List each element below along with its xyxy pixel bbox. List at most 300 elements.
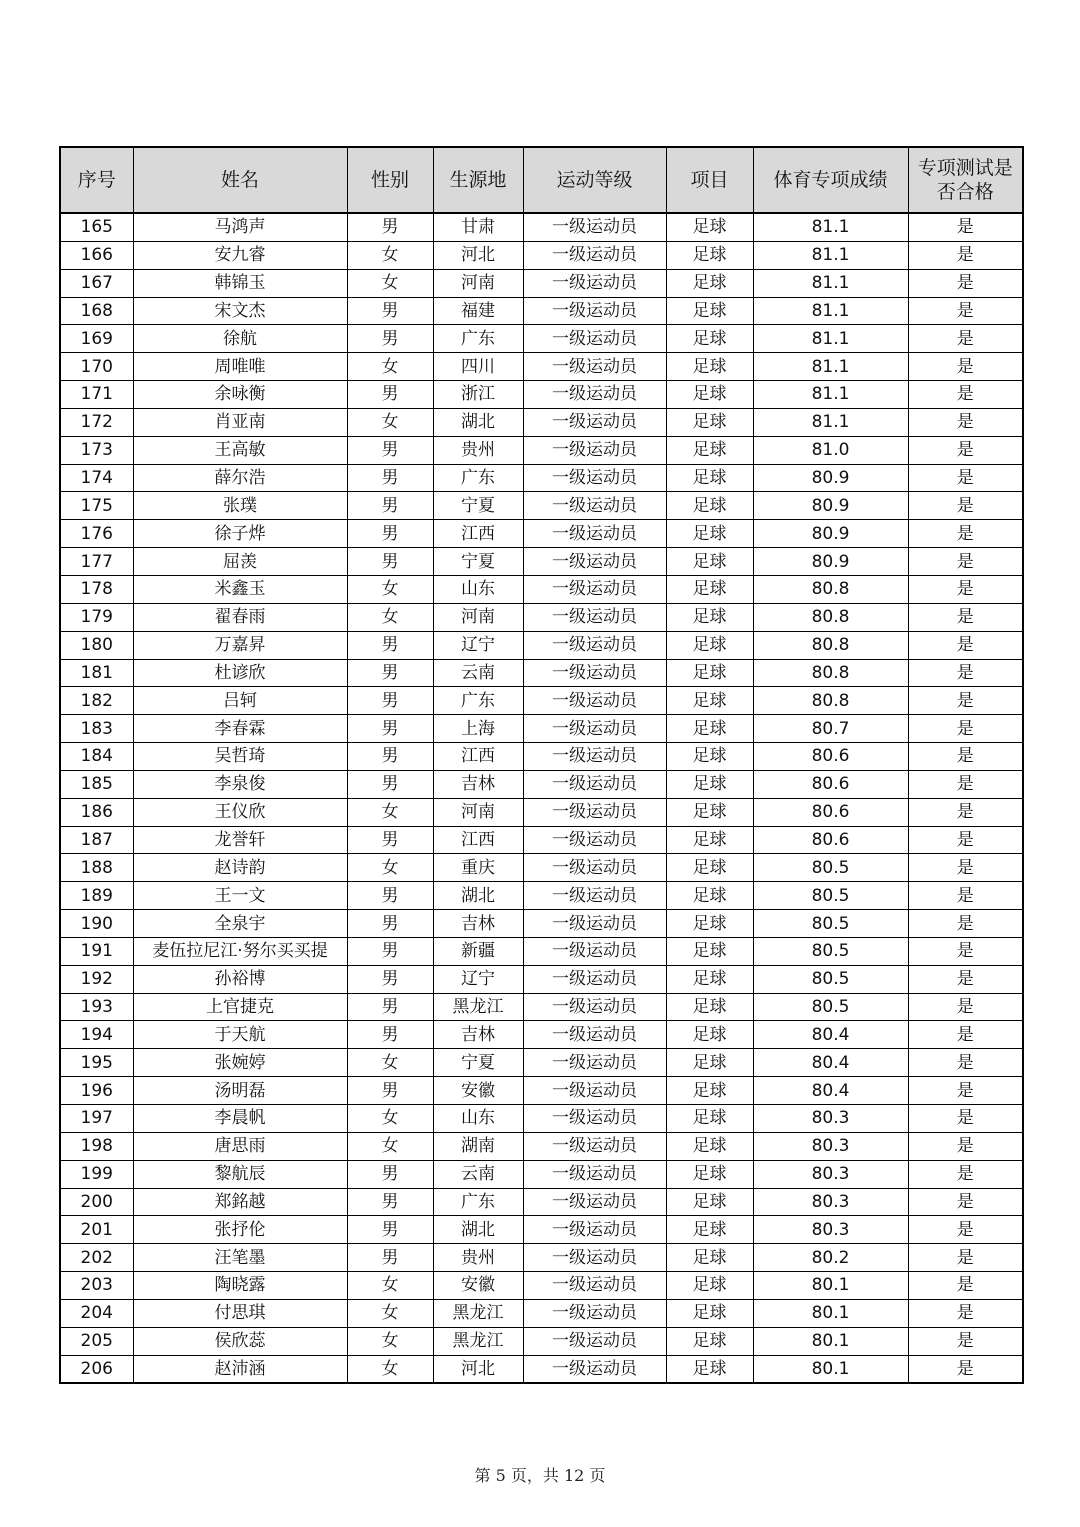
cell-score: 80.8 bbox=[753, 687, 908, 715]
cell-event: 足球 bbox=[666, 1077, 753, 1105]
cell-qualified: 是 bbox=[908, 1021, 1023, 1049]
cell-sport-level: 一级运动员 bbox=[523, 1244, 666, 1272]
cell-sport-level: 一级运动员 bbox=[523, 659, 666, 687]
cell-event: 足球 bbox=[666, 715, 753, 743]
cell-name: 赵沛涵 bbox=[133, 1355, 347, 1383]
cell-sport-level: 一级运动员 bbox=[523, 381, 666, 409]
table-header bbox=[60, 147, 1023, 213]
cell-score: 80.3 bbox=[753, 1132, 908, 1160]
cell-name: 汪笔墨 bbox=[133, 1244, 347, 1272]
cell-qualified: 是 bbox=[908, 353, 1023, 381]
cell-score: 80.5 bbox=[753, 854, 908, 882]
cell-sport-level: 一级运动员 bbox=[523, 743, 666, 771]
cell-sport-level: 一级运动员 bbox=[523, 687, 666, 715]
cell-sport-level: 一级运动员 bbox=[523, 910, 666, 938]
cell-score: 80.6 bbox=[753, 743, 908, 771]
cell-score: 80.9 bbox=[753, 520, 908, 548]
cell-gender: 男 bbox=[347, 993, 433, 1021]
cell-gender: 男 bbox=[347, 631, 433, 659]
cell-event: 足球 bbox=[666, 492, 753, 520]
cell-gender: 女 bbox=[347, 1272, 433, 1300]
cell-sport-level: 一级运动员 bbox=[523, 854, 666, 882]
cell-qualified: 是 bbox=[908, 325, 1023, 353]
cell-event: 足球 bbox=[666, 241, 753, 269]
cell-origin: 河北 bbox=[433, 241, 523, 269]
cell-qualified: 是 bbox=[908, 241, 1023, 269]
cell-index: 181 bbox=[60, 659, 133, 687]
cell-name: 王一文 bbox=[133, 882, 347, 910]
cell-event: 足球 bbox=[666, 1132, 753, 1160]
table-row bbox=[60, 1355, 1023, 1383]
cell-event: 足球 bbox=[666, 798, 753, 826]
cell-sport-level: 一级运动员 bbox=[523, 575, 666, 603]
table-row bbox=[60, 659, 1023, 687]
cell-qualified: 是 bbox=[908, 687, 1023, 715]
cell-qualified: 是 bbox=[908, 826, 1023, 854]
cell-gender: 男 bbox=[347, 548, 433, 576]
cell-index: 190 bbox=[60, 910, 133, 938]
cell-qualified: 是 bbox=[908, 408, 1023, 436]
cell-index: 194 bbox=[60, 1021, 133, 1049]
cell-sport-level: 一级运动员 bbox=[523, 826, 666, 854]
table-row bbox=[60, 520, 1023, 548]
cell-index: 183 bbox=[60, 715, 133, 743]
cell-gender: 女 bbox=[347, 1132, 433, 1160]
cell-score: 80.8 bbox=[753, 575, 908, 603]
cell-gender: 女 bbox=[347, 575, 433, 603]
cell-index: 184 bbox=[60, 743, 133, 771]
cell-event: 足球 bbox=[666, 659, 753, 687]
cell-gender: 男 bbox=[347, 826, 433, 854]
cell-name: 张璞 bbox=[133, 492, 347, 520]
cell-gender: 女 bbox=[347, 854, 433, 882]
table-row bbox=[60, 798, 1023, 826]
cell-name: 韩锦玉 bbox=[133, 269, 347, 297]
cell-index: 185 bbox=[60, 770, 133, 798]
table-row bbox=[60, 325, 1023, 353]
cell-gender: 男 bbox=[347, 464, 433, 492]
cell-name: 万嘉昇 bbox=[133, 631, 347, 659]
cell-qualified: 是 bbox=[908, 603, 1023, 631]
header-index: 序号 bbox=[60, 147, 133, 213]
cell-score: 80.5 bbox=[753, 882, 908, 910]
cell-origin: 山东 bbox=[433, 575, 523, 603]
table-row bbox=[60, 687, 1023, 715]
cell-event: 足球 bbox=[666, 826, 753, 854]
header-qualified: 专项测试是否合格 bbox=[908, 147, 1023, 213]
cell-qualified: 是 bbox=[908, 297, 1023, 325]
table-row bbox=[60, 1132, 1023, 1160]
cell-gender: 男 bbox=[347, 492, 433, 520]
cell-origin: 云南 bbox=[433, 1160, 523, 1188]
table-row bbox=[60, 241, 1023, 269]
cell-score: 80.5 bbox=[753, 937, 908, 965]
cell-event: 足球 bbox=[666, 770, 753, 798]
cell-gender: 女 bbox=[347, 1327, 433, 1355]
cell-index: 175 bbox=[60, 492, 133, 520]
table-row bbox=[60, 297, 1023, 325]
cell-event: 足球 bbox=[666, 743, 753, 771]
cell-index: 176 bbox=[60, 520, 133, 548]
cell-index: 170 bbox=[60, 353, 133, 381]
cell-qualified: 是 bbox=[908, 520, 1023, 548]
cell-name: 付思琪 bbox=[133, 1299, 347, 1327]
cell-name: 李泉俊 bbox=[133, 770, 347, 798]
cell-sport-level: 一级运动员 bbox=[523, 1327, 666, 1355]
cell-event: 足球 bbox=[666, 297, 753, 325]
table-row bbox=[60, 937, 1023, 965]
cell-score: 80.8 bbox=[753, 659, 908, 687]
page-number: 第 5 页，共 12 页 bbox=[474, 1466, 606, 1485]
cell-event: 足球 bbox=[666, 937, 753, 965]
table-row bbox=[60, 213, 1023, 241]
cell-name: 李春霖 bbox=[133, 715, 347, 743]
cell-event: 足球 bbox=[666, 1049, 753, 1077]
cell-qualified: 是 bbox=[908, 743, 1023, 771]
cell-origin: 广东 bbox=[433, 1188, 523, 1216]
table-row bbox=[60, 353, 1023, 381]
cell-name: 陶晓露 bbox=[133, 1272, 347, 1300]
cell-sport-level: 一级运动员 bbox=[523, 631, 666, 659]
cell-origin: 福建 bbox=[433, 297, 523, 325]
cell-name: 米鑫玉 bbox=[133, 575, 347, 603]
cell-sport-level: 一级运动员 bbox=[523, 1132, 666, 1160]
cell-origin: 河南 bbox=[433, 603, 523, 631]
cell-gender: 男 bbox=[347, 687, 433, 715]
cell-gender: 男 bbox=[347, 1216, 433, 1244]
cell-name: 张婉婷 bbox=[133, 1049, 347, 1077]
cell-sport-level: 一级运动员 bbox=[523, 436, 666, 464]
cell-origin: 辽宁 bbox=[433, 965, 523, 993]
cell-index: 165 bbox=[60, 213, 133, 241]
cell-origin: 吉林 bbox=[433, 1021, 523, 1049]
cell-name: 徐子烨 bbox=[133, 520, 347, 548]
cell-origin: 广东 bbox=[433, 687, 523, 715]
cell-origin: 广东 bbox=[433, 325, 523, 353]
cell-qualified: 是 bbox=[908, 798, 1023, 826]
cell-qualified: 是 bbox=[908, 715, 1023, 743]
cell-qualified: 是 bbox=[908, 1077, 1023, 1105]
cell-event: 足球 bbox=[666, 631, 753, 659]
table-row bbox=[60, 854, 1023, 882]
cell-index: 202 bbox=[60, 1244, 133, 1272]
cell-qualified: 是 bbox=[908, 1272, 1023, 1300]
cell-origin: 安徽 bbox=[433, 1272, 523, 1300]
cell-sport-level: 一级运动员 bbox=[523, 520, 666, 548]
cell-origin: 贵州 bbox=[433, 436, 523, 464]
cell-origin: 辽宁 bbox=[433, 631, 523, 659]
cell-qualified: 是 bbox=[908, 1355, 1023, 1383]
cell-score: 80.6 bbox=[753, 826, 908, 854]
cell-qualified: 是 bbox=[908, 937, 1023, 965]
cell-index: 199 bbox=[60, 1160, 133, 1188]
cell-index: 197 bbox=[60, 1105, 133, 1133]
cell-gender: 女 bbox=[347, 798, 433, 826]
cell-index: 191 bbox=[60, 937, 133, 965]
table-row bbox=[60, 575, 1023, 603]
cell-gender: 男 bbox=[347, 1188, 433, 1216]
cell-gender: 男 bbox=[347, 520, 433, 548]
cell-score: 80.5 bbox=[753, 993, 908, 1021]
cell-name: 宋文杰 bbox=[133, 297, 347, 325]
cell-origin: 黑龙江 bbox=[433, 1299, 523, 1327]
cell-event: 足球 bbox=[666, 548, 753, 576]
cell-score: 80.4 bbox=[753, 1049, 908, 1077]
cell-score: 80.5 bbox=[753, 965, 908, 993]
table-row bbox=[60, 826, 1023, 854]
cell-qualified: 是 bbox=[908, 993, 1023, 1021]
cell-name: 吕轲 bbox=[133, 687, 347, 715]
cell-index: 179 bbox=[60, 603, 133, 631]
cell-event: 足球 bbox=[666, 993, 753, 1021]
cell-origin: 云南 bbox=[433, 659, 523, 687]
cell-sport-level: 一级运动员 bbox=[523, 1355, 666, 1383]
table-row bbox=[60, 464, 1023, 492]
header-event: 项目 bbox=[666, 147, 753, 213]
cell-origin: 河南 bbox=[433, 269, 523, 297]
table-row bbox=[60, 1272, 1023, 1300]
cell-origin: 宁夏 bbox=[433, 1049, 523, 1077]
table-row bbox=[60, 408, 1023, 436]
cell-score: 80.8 bbox=[753, 631, 908, 659]
cell-origin: 江西 bbox=[433, 826, 523, 854]
table-row bbox=[60, 1188, 1023, 1216]
cell-score: 80.6 bbox=[753, 770, 908, 798]
table-row bbox=[60, 492, 1023, 520]
cell-name: 麦伍拉尼江·努尔买买提 bbox=[133, 937, 347, 965]
table-row bbox=[60, 436, 1023, 464]
cell-qualified: 是 bbox=[908, 1188, 1023, 1216]
table-row bbox=[60, 743, 1023, 771]
cell-event: 足球 bbox=[666, 408, 753, 436]
cell-origin: 宁夏 bbox=[433, 492, 523, 520]
table-row bbox=[60, 1160, 1023, 1188]
cell-event: 足球 bbox=[666, 213, 753, 241]
header-row bbox=[60, 147, 1023, 213]
cell-gender: 女 bbox=[347, 269, 433, 297]
cell-qualified: 是 bbox=[908, 1132, 1023, 1160]
cell-origin: 上海 bbox=[433, 715, 523, 743]
cell-gender: 女 bbox=[347, 1105, 433, 1133]
cell-gender: 女 bbox=[347, 1299, 433, 1327]
cell-event: 足球 bbox=[666, 1244, 753, 1272]
cell-qualified: 是 bbox=[908, 1299, 1023, 1327]
table-row bbox=[60, 1216, 1023, 1244]
cell-qualified: 是 bbox=[908, 1244, 1023, 1272]
cell-event: 足球 bbox=[666, 965, 753, 993]
cell-index: 169 bbox=[60, 325, 133, 353]
cell-origin: 新疆 bbox=[433, 937, 523, 965]
cell-qualified: 是 bbox=[908, 436, 1023, 464]
cell-event: 足球 bbox=[666, 1105, 753, 1133]
cell-origin: 贵州 bbox=[433, 1244, 523, 1272]
cell-event: 足球 bbox=[666, 269, 753, 297]
cell-qualified: 是 bbox=[908, 1049, 1023, 1077]
table-row bbox=[60, 381, 1023, 409]
cell-gender: 男 bbox=[347, 770, 433, 798]
cell-event: 足球 bbox=[666, 854, 753, 882]
cell-index: 178 bbox=[60, 575, 133, 603]
table-row bbox=[60, 548, 1023, 576]
cell-index: 187 bbox=[60, 826, 133, 854]
cell-sport-level: 一级运动员 bbox=[523, 213, 666, 241]
cell-index: 182 bbox=[60, 687, 133, 715]
cell-event: 足球 bbox=[666, 882, 753, 910]
cell-qualified: 是 bbox=[908, 492, 1023, 520]
cell-qualified: 是 bbox=[908, 965, 1023, 993]
cell-score: 80.3 bbox=[753, 1216, 908, 1244]
cell-qualified: 是 bbox=[908, 1327, 1023, 1355]
cell-gender: 男 bbox=[347, 213, 433, 241]
cell-name: 张抒伦 bbox=[133, 1216, 347, 1244]
table-row bbox=[60, 715, 1023, 743]
cell-index: 196 bbox=[60, 1077, 133, 1105]
cell-name: 汤明磊 bbox=[133, 1077, 347, 1105]
cell-qualified: 是 bbox=[908, 910, 1023, 938]
cell-name: 郑銘越 bbox=[133, 1188, 347, 1216]
cell-name: 上官捷克 bbox=[133, 993, 347, 1021]
cell-gender: 女 bbox=[347, 408, 433, 436]
cell-gender: 男 bbox=[347, 910, 433, 938]
cell-name: 吴哲琦 bbox=[133, 743, 347, 771]
cell-gender: 女 bbox=[347, 353, 433, 381]
table-row bbox=[60, 1049, 1023, 1077]
cell-gender: 男 bbox=[347, 325, 433, 353]
cell-event: 足球 bbox=[666, 1299, 753, 1327]
cell-gender: 男 bbox=[347, 1244, 433, 1272]
cell-origin: 湖北 bbox=[433, 1216, 523, 1244]
table-row bbox=[60, 1327, 1023, 1355]
cell-qualified: 是 bbox=[908, 1160, 1023, 1188]
cell-gender: 男 bbox=[347, 659, 433, 687]
cell-index: 200 bbox=[60, 1188, 133, 1216]
cell-event: 足球 bbox=[666, 910, 753, 938]
cell-sport-level: 一级运动员 bbox=[523, 770, 666, 798]
cell-origin: 重庆 bbox=[433, 854, 523, 882]
table-row bbox=[60, 1244, 1023, 1272]
cell-score: 81.0 bbox=[753, 436, 908, 464]
cell-qualified: 是 bbox=[908, 381, 1023, 409]
cell-gender: 男 bbox=[347, 436, 433, 464]
cell-score: 80.3 bbox=[753, 1188, 908, 1216]
cell-name: 龙誉轩 bbox=[133, 826, 347, 854]
cell-index: 172 bbox=[60, 408, 133, 436]
cell-qualified: 是 bbox=[908, 1105, 1023, 1133]
cell-origin: 湖北 bbox=[433, 408, 523, 436]
cell-event: 足球 bbox=[666, 1160, 753, 1188]
cell-name: 薛尔浩 bbox=[133, 464, 347, 492]
cell-name: 肖亚南 bbox=[133, 408, 347, 436]
cell-score: 80.6 bbox=[753, 798, 908, 826]
cell-name: 王高敏 bbox=[133, 436, 347, 464]
cell-qualified: 是 bbox=[908, 575, 1023, 603]
cell-score: 80.1 bbox=[753, 1272, 908, 1300]
cell-origin: 河北 bbox=[433, 1355, 523, 1383]
cell-score: 81.1 bbox=[753, 353, 908, 381]
cell-gender: 男 bbox=[347, 1077, 433, 1105]
cell-origin: 广东 bbox=[433, 464, 523, 492]
cell-origin: 浙江 bbox=[433, 381, 523, 409]
cell-name: 翟春雨 bbox=[133, 603, 347, 631]
cell-index: 204 bbox=[60, 1299, 133, 1327]
cell-gender: 女 bbox=[347, 603, 433, 631]
cell-name: 安九睿 bbox=[133, 241, 347, 269]
cell-index: 192 bbox=[60, 965, 133, 993]
cell-sport-level: 一级运动员 bbox=[523, 798, 666, 826]
cell-index: 177 bbox=[60, 548, 133, 576]
cell-name: 李晨帆 bbox=[133, 1105, 347, 1133]
cell-score: 81.1 bbox=[753, 325, 908, 353]
cell-origin: 四川 bbox=[433, 353, 523, 381]
header-origin: 生源地 bbox=[433, 147, 523, 213]
table-row bbox=[60, 1299, 1023, 1327]
cell-gender: 男 bbox=[347, 965, 433, 993]
cell-event: 足球 bbox=[666, 603, 753, 631]
table-row bbox=[60, 1105, 1023, 1133]
cell-event: 足球 bbox=[666, 1188, 753, 1216]
cell-event: 足球 bbox=[666, 381, 753, 409]
cell-index: 189 bbox=[60, 882, 133, 910]
cell-index: 188 bbox=[60, 854, 133, 882]
table-row bbox=[60, 770, 1023, 798]
cell-index: 195 bbox=[60, 1049, 133, 1077]
cell-sport-level: 一级运动员 bbox=[523, 937, 666, 965]
cell-origin: 安徽 bbox=[433, 1077, 523, 1105]
cell-score: 80.3 bbox=[753, 1160, 908, 1188]
cell-qualified: 是 bbox=[908, 659, 1023, 687]
table-row bbox=[60, 1021, 1023, 1049]
cell-index: 193 bbox=[60, 993, 133, 1021]
cell-event: 足球 bbox=[666, 575, 753, 603]
table-row bbox=[60, 965, 1023, 993]
cell-qualified: 是 bbox=[908, 631, 1023, 659]
cell-name: 侯欣蕊 bbox=[133, 1327, 347, 1355]
header-name: 姓名 bbox=[133, 147, 347, 213]
cell-name: 于天航 bbox=[133, 1021, 347, 1049]
cell-gender: 男 bbox=[347, 297, 433, 325]
cell-qualified: 是 bbox=[908, 882, 1023, 910]
cell-index: 167 bbox=[60, 269, 133, 297]
cell-sport-level: 一级运动员 bbox=[523, 1105, 666, 1133]
cell-sport-level: 一级运动员 bbox=[523, 882, 666, 910]
cell-index: 201 bbox=[60, 1216, 133, 1244]
table-row bbox=[60, 631, 1023, 659]
cell-name: 赵诗韵 bbox=[133, 854, 347, 882]
cell-score: 81.1 bbox=[753, 213, 908, 241]
cell-event: 足球 bbox=[666, 436, 753, 464]
cell-score: 81.1 bbox=[753, 381, 908, 409]
cell-sport-level: 一级运动员 bbox=[523, 325, 666, 353]
cell-index: 205 bbox=[60, 1327, 133, 1355]
cell-sport-level: 一级运动员 bbox=[523, 603, 666, 631]
cell-name: 杜谚欣 bbox=[133, 659, 347, 687]
cell-score: 80.7 bbox=[753, 715, 908, 743]
cell-name: 全泉宇 bbox=[133, 910, 347, 938]
cell-qualified: 是 bbox=[908, 464, 1023, 492]
cell-score: 80.1 bbox=[753, 1327, 908, 1355]
cell-sport-level: 一级运动员 bbox=[523, 408, 666, 436]
cell-origin: 吉林 bbox=[433, 770, 523, 798]
cell-score: 80.1 bbox=[753, 1355, 908, 1383]
cell-origin: 江西 bbox=[433, 743, 523, 771]
cell-index: 174 bbox=[60, 464, 133, 492]
cell-name: 屈羡 bbox=[133, 548, 347, 576]
cell-sport-level: 一级运动员 bbox=[523, 1021, 666, 1049]
header-gender: 性别 bbox=[347, 147, 433, 213]
cell-origin: 山东 bbox=[433, 1105, 523, 1133]
cell-origin: 河南 bbox=[433, 798, 523, 826]
cell-name: 徐航 bbox=[133, 325, 347, 353]
